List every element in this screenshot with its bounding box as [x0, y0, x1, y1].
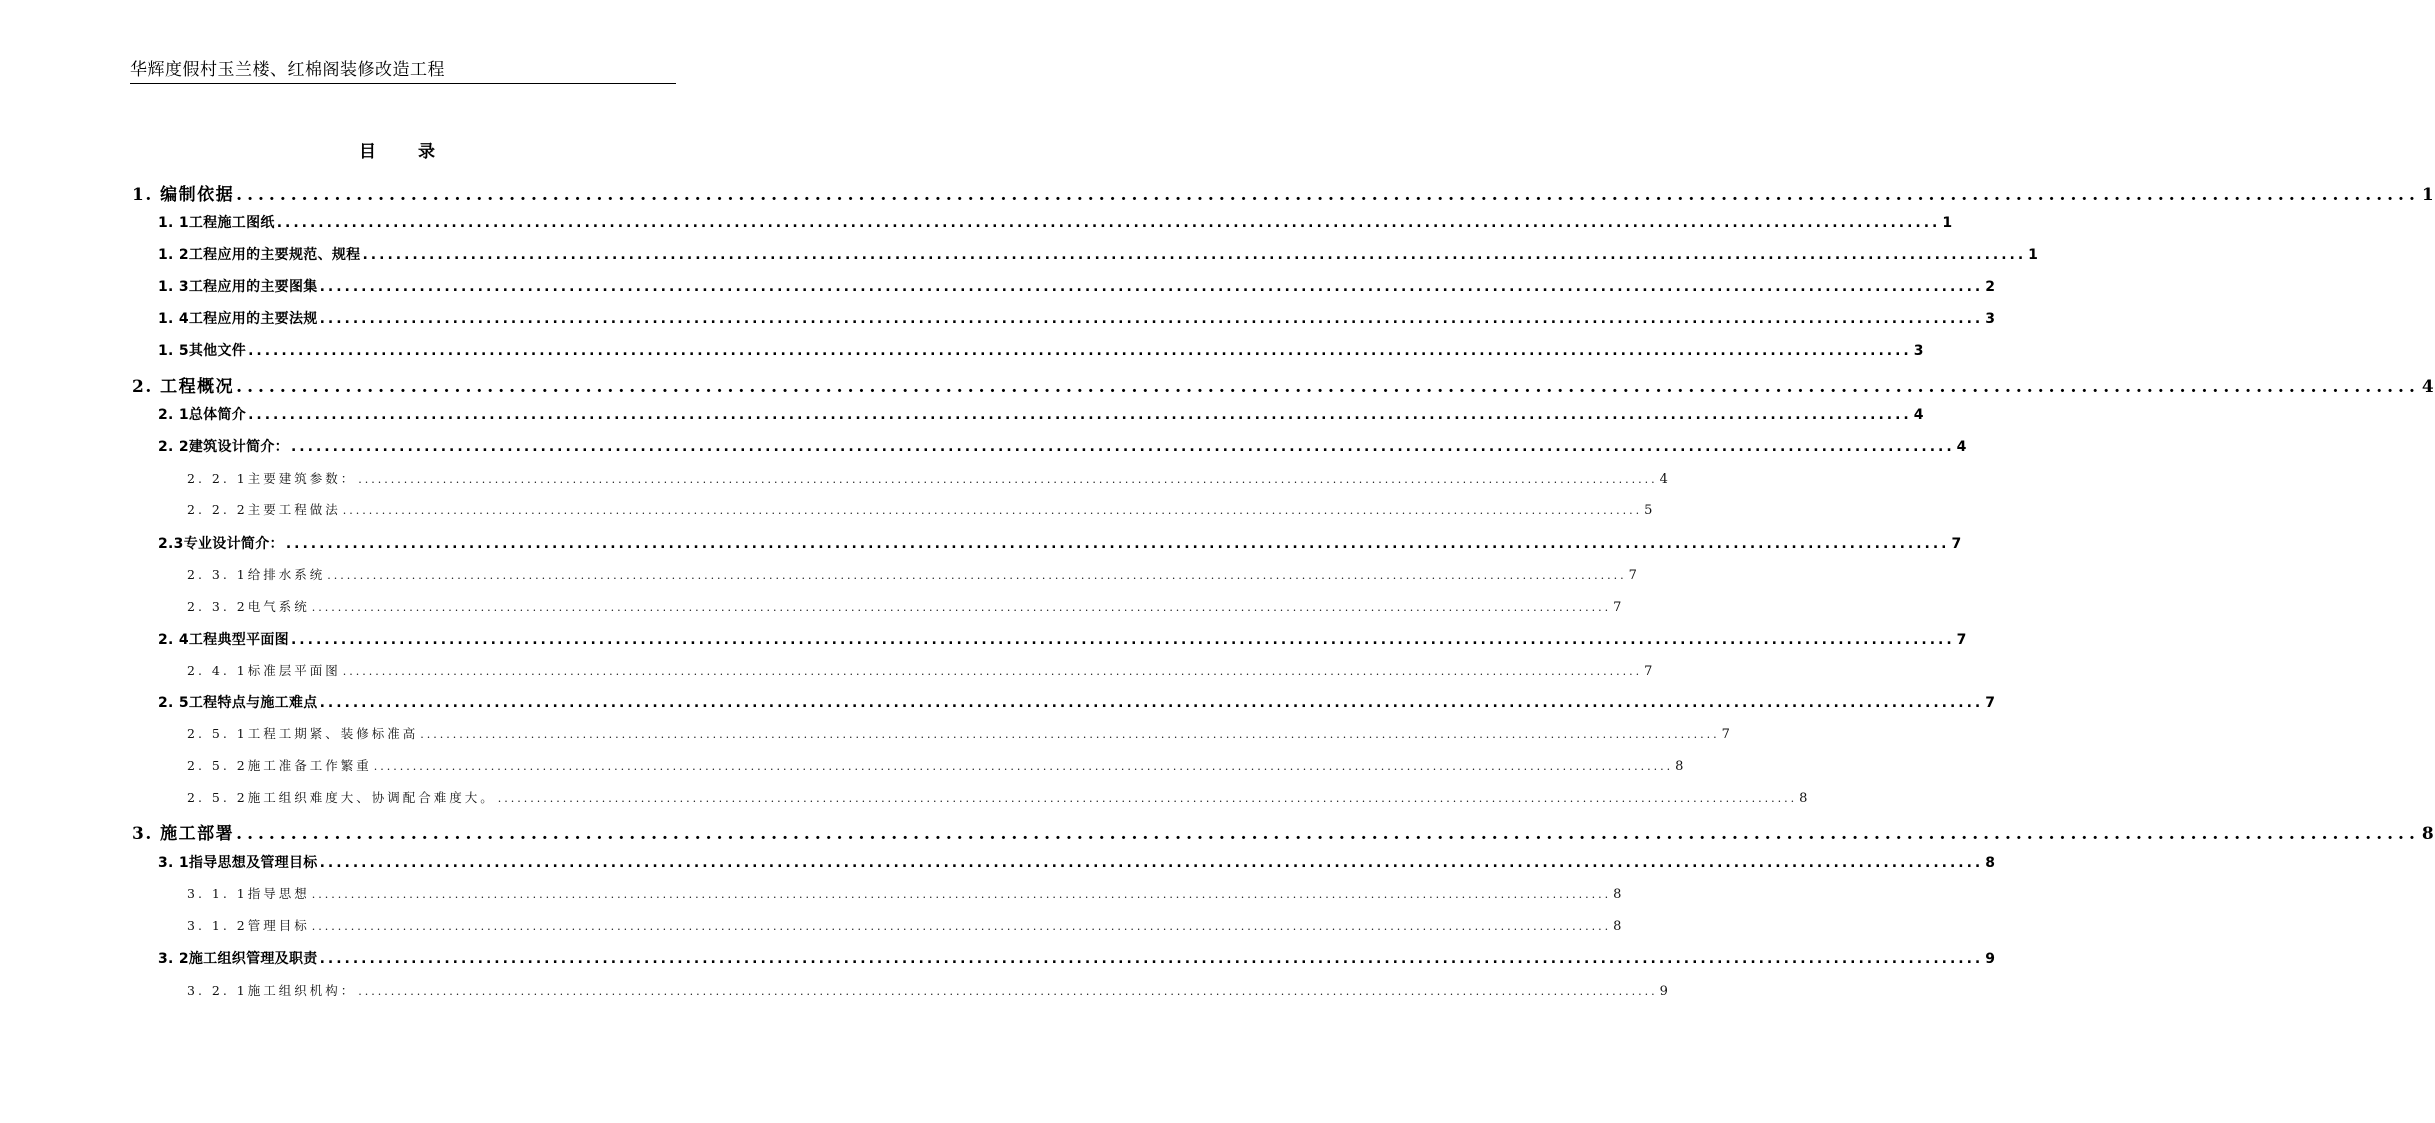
toc-entry-page: 3 — [1913, 343, 1924, 359]
toc-entry[interactable] — [158, 340, 1924, 360]
toc-leader-dots: ........................................................................................................................................................................................................ — [236, 824, 2420, 844]
toc-entry[interactable] — [187, 565, 1637, 583]
toc-leader-dots: ........................................................................................................................................................................................................ — [319, 695, 1984, 711]
toc-entry-label: 2. 5工程特点与施工难点 — [158, 695, 318, 711]
toc-leader-dots: ........................................................................................................................................................................................................ — [319, 951, 1984, 967]
toc-entry-label: 2. 4工程典型平面图 — [158, 632, 289, 648]
toc-entry[interactable] — [158, 212, 1953, 232]
toc-entry-label: 1. 5其他文件 — [158, 343, 247, 359]
toc-leader-dots: ........................................................................................................................................................................................................ — [497, 792, 1798, 805]
toc-entry-page: 9 — [1659, 984, 1668, 999]
toc-entry[interactable] — [187, 981, 1668, 999]
toc-entry[interactable] — [158, 244, 2039, 264]
toc-entry-page: 8 — [1613, 919, 1622, 934]
toc-entry-page: 7 — [1721, 727, 1730, 742]
toc-entry-page: 5 — [1644, 503, 1653, 518]
toc-entry-page: 7 — [1956, 632, 1967, 648]
toc-entry[interactable] — [187, 724, 1730, 742]
toc-entry-label: 2. 1总体简介 — [158, 407, 247, 423]
toc-entry-label: 2. 2. 1主要建筑参数： — [187, 471, 357, 486]
toc-entry-page: 8 — [1675, 759, 1684, 774]
toc-entry-label: 3. 1指导思想及管理目标 — [158, 855, 318, 871]
toc-entry[interactable] — [158, 276, 1996, 296]
toc-entry-page: 4 — [2421, 377, 2435, 397]
toc-entry-page: 4 — [1913, 407, 1924, 423]
toc-leader-dots: ........................................................................................................................................................................................................ — [285, 536, 1950, 552]
toc-leader-dots: ........................................................................................................................................................................................................ — [327, 569, 1627, 582]
toc-entry-page: 2 — [1985, 279, 1996, 295]
toc-entry-page: 7 — [1613, 600, 1622, 615]
toc-leader-dots: ........................................................................................................................................................................................................ — [311, 888, 1612, 901]
toc-entry-label: 2. 2建筑设计简介： — [158, 439, 289, 455]
toc-entry[interactable] — [132, 372, 2435, 397]
toc-entry-label: 1. 2工程应用的主要规范、规程 — [158, 247, 361, 263]
page-header: 华辉度假村玉兰楼、红棉阁装修改造工程 — [130, 57, 676, 84]
toc-entry[interactable] — [158, 436, 1967, 456]
toc-leader-dots: ........................................................................................................................................................................................................ — [420, 728, 1720, 741]
toc-leader-dots: ........................................................................................................................................................................................................ — [248, 343, 1912, 359]
toc-leader-dots: ........................................................................................................................................................................................................ — [319, 279, 1984, 295]
toc-leader-dots: ........................................................................................................................................................................................................ — [311, 601, 1612, 614]
toc-leader-dots: ........................................................................................................................................................................................................ — [290, 439, 1955, 455]
toc-entry-page: 8 — [1613, 887, 1622, 902]
toc-leader-dots: ........................................................................................................................................................................................................ — [373, 760, 1674, 773]
toc-entry-label: 3. 1. 2管理目标 — [187, 918, 310, 933]
toc-entry-page: 4 — [1956, 439, 1967, 455]
toc-entry-label: 2. 2. 2主要工程做法 — [187, 502, 341, 517]
toc-leader-dots: ........................................................................................................................................................................................................ — [236, 377, 2420, 397]
toc-entry[interactable] — [158, 852, 1996, 872]
toc-leader-dots: ........................................................................................................................................................................................................ — [248, 407, 1912, 423]
toc-entry[interactable] — [187, 884, 1622, 902]
toc-leader-dots: ........................................................................................................................................................................................................ — [319, 311, 1984, 327]
toc-leader-dots: ........................................................................................................................................................................................................ — [358, 985, 1658, 998]
toc-entry[interactable] — [187, 661, 1653, 679]
toc-entry-label: 2. 5. 2施工组织难度大、协调配合难度大。 — [187, 790, 496, 805]
toc-entry[interactable] — [158, 948, 1996, 968]
toc-entry-page: 1 — [2421, 185, 2435, 205]
toc-entry-label: 3. 2施工组织管理及职责 — [158, 951, 318, 967]
toc-leader-dots: ........................................................................................................................................................................................................ — [358, 473, 1658, 486]
toc-entry-page: 7 — [1985, 695, 1996, 711]
toc-entry-label: 2. 5. 2施工准备工作繁重 — [187, 758, 372, 773]
toc-leader-dots: ........................................................................................................................................................................................................ — [319, 855, 1984, 871]
toc-entry[interactable] — [158, 629, 1967, 649]
toc-entry-label: 2.3专业设计简介： — [158, 536, 284, 552]
toc-entry-label: 1. 编制依据 — [132, 185, 235, 205]
toc-entry[interactable] — [187, 788, 1808, 806]
toc-entry-label: 2. 3. 2电气系统 — [187, 599, 310, 614]
toc-entry[interactable] — [132, 180, 2435, 205]
toc-entry-label: 1. 1工程施工图纸 — [158, 215, 275, 231]
toc-entry[interactable] — [132, 819, 2435, 844]
toc-entry[interactable] — [187, 500, 1653, 518]
toc-leader-dots: ........................................................................................................................................................................................................ — [342, 665, 1643, 678]
toc-entry[interactable] — [158, 308, 1996, 328]
toc-entry-label: 1. 4工程应用的主要法规 — [158, 311, 318, 327]
toc-entry-page: 7 — [1628, 568, 1637, 583]
toc-entry[interactable] — [158, 404, 1924, 424]
toc-entry[interactable] — [187, 597, 1622, 615]
toc-entry-page: 7 — [1951, 536, 1962, 552]
toc-entry-page: 8 — [1985, 855, 1996, 871]
toc-entry-label: 2. 5. 1工程工期紧、装修标准高 — [187, 726, 419, 741]
toc-entry-page: 9 — [1985, 951, 1996, 967]
toc-entry[interactable] — [158, 533, 1962, 553]
toc-entry-page: 7 — [1644, 664, 1653, 679]
toc-leader-dots: ........................................................................................................................................................................................................ — [311, 920, 1612, 933]
toc-entry-label: 3. 2. 1施工组织机构： — [187, 983, 357, 998]
toc-leader-dots: ........................................................................................................................................................................................................ — [342, 504, 1643, 517]
toc-leader-dots: ........................................................................................................................................................................................................ — [290, 632, 1955, 648]
toc-entry-label: 1. 3工程应用的主要图集 — [158, 279, 318, 295]
toc-entry-page: 1 — [1942, 215, 1953, 231]
toc-entry-label: 2. 3. 1给排水系统 — [187, 567, 326, 582]
toc-title: 目 录 — [359, 142, 453, 162]
toc-entry-label: 3. 1. 1指导思想 — [187, 886, 310, 901]
toc-entry-page: 8 — [2421, 824, 2435, 844]
toc-entry-page: 1 — [2028, 247, 2039, 263]
toc-entry-label: 2. 4. 1标准层平面图 — [187, 663, 341, 678]
toc-entry-page: 8 — [1799, 791, 1808, 806]
toc-entry-label: 2. 工程概况 — [132, 377, 235, 397]
toc-entry[interactable] — [187, 469, 1668, 487]
toc-entry-page: 4 — [1659, 472, 1668, 487]
toc-entry[interactable] — [187, 756, 1684, 774]
toc-entry[interactable] — [158, 692, 1996, 712]
toc-entry-label: 3. 施工部署 — [132, 824, 235, 844]
toc-leader-dots: ........................................................................................................................................................................................................ — [236, 185, 2420, 205]
toc-entry[interactable] — [187, 916, 1622, 934]
toc-leader-dots: ........................................................................................................................................................................................................ — [362, 247, 2027, 263]
toc-leader-dots: ........................................................................................................................................................................................................ — [276, 215, 1941, 231]
toc-entry-page: 3 — [1985, 311, 1996, 327]
